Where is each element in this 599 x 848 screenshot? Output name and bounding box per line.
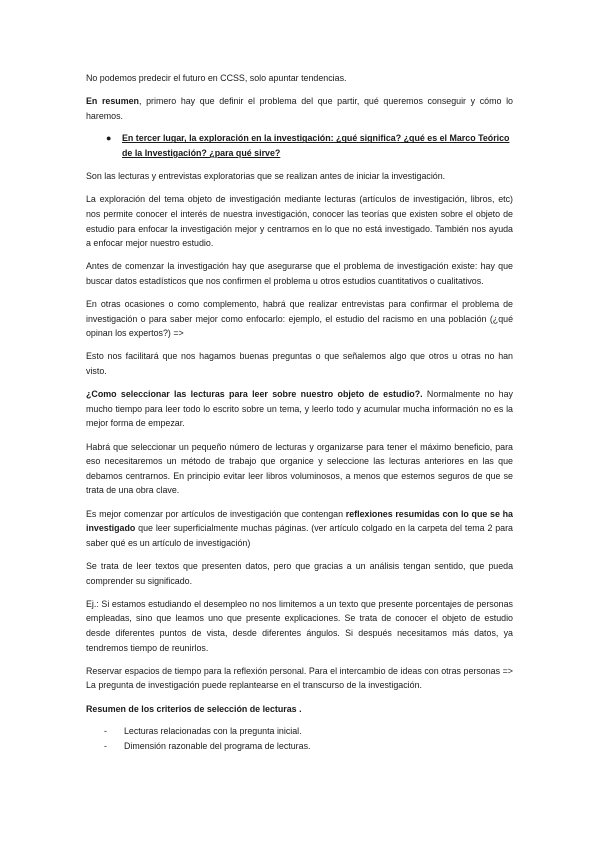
bullet-dot-icon: ● xyxy=(106,133,112,144)
seleccionar-text: Normalmente no hay mucho tiempo para leer todo lo escrito sobre un tema, y leerlo todo y acumular mucha información no es la mejor forma de empezar. xyxy=(86,389,513,429)
list-item-text: Lecturas relacionadas con la pregunta inicial. xyxy=(124,726,302,737)
paragraph-summary xyxy=(86,94,513,123)
dash-icon: - xyxy=(104,726,107,737)
bullet-item-third xyxy=(86,131,513,160)
articulos-text-c: que leer superficialmente muchas páginas. (ver artículo colgado en la carpeta del tema 2 para saber qué es un artículo de investigación) xyxy=(86,523,513,548)
paragraph-lecturas: Son las lecturas y entrevistas exploratorias que se realizan antes de iniciar la investigación. xyxy=(86,171,446,182)
paragraph-datos: Se trata de leer textos que presenten datos, pero que gracias a un análisis tengan sentido, que pueda comprender su significado. xyxy=(86,560,513,586)
section-heading-criterios: Resumen de los criterios de selección de lecturas . xyxy=(86,703,302,714)
paragraph-articulos xyxy=(86,507,513,551)
summary-bold: En resumen xyxy=(86,96,139,107)
seleccionar-bold: ¿Como seleccionar las lecturas para leer sobre nuestro objeto de estudio?. xyxy=(86,389,423,400)
list-item-text: Dimensión razonable del programa de lecturas. xyxy=(124,740,311,751)
paragraph-reflexion: Reservar espacios de tiempo para la reflexión personal. Para el intercambio de ideas con otras personas => La pregunta de investigación puede replantearse en el transcurso de la investigación. xyxy=(86,665,513,691)
articulos-bold: reflexiones resumidas con lo que se ha investigado xyxy=(86,508,513,534)
paragraph-entrevistas: En otras ocasiones o como complemento, habrá que realizar entrevistas para confirmar el problema de investigación o para saber mejor como enfocarlo: ejemplo, el estudio del racismo en una población (¿qué opinan los expertos?) => xyxy=(86,299,513,339)
criteria-list xyxy=(86,724,513,753)
list-item xyxy=(104,739,513,754)
paragraph-seleccionar xyxy=(86,387,513,431)
paragraph-preguntas: Esto nos facilitará que nos hagamos buenas preguntas o que señalemos algo que otros u otras no han visto. xyxy=(86,351,513,377)
paragraph-metodo: Habrá que seleccionar un pequeño número de lecturas y organizarse para tener el máximo beneficio, para eso necesitaremos un método de trabajo que organice y seleccione las lecturas anteriores en las que debamos centrarnos. En principio evitar leer libros voluminosos, a menos que estemos seguros de que se trata de una obra clave. xyxy=(86,441,513,496)
list-item xyxy=(104,724,513,739)
bullet-heading: En tercer lugar, la exploración en la investigación: ¿qué significa? ¿qué es el Marco Teórico de la Investigación? ¿para qué sirve? xyxy=(122,133,510,158)
articulos-text-a: Es mejor comenzar por artículos de investigación que contengan xyxy=(86,508,346,519)
summary-text: , primero hay que definir el problema del que partir, qué queremos conseguir y cómo lo haremos. xyxy=(86,96,513,121)
dash-icon: - xyxy=(104,740,107,751)
paragraph-antes: Antes de comenzar la investigación hay que asegurarse que el problema de investigación existe: hay que buscar datos estadísticos que nos confirmen el problema u otros estudios cuantitativos o cualitativos. xyxy=(86,261,513,286)
paragraph-ejemplo: Ej.: Si estamos estudiando el desempleo no nos limitemos a un texto que presente porcentajes de personas empleadas, sino que leamos uno que presente explicaciones. Se trata de conocer el objeto de estudio desde diferentes puntos de vista, desde diferentes ángulos. Si después necesitamos más datos, ya tendremos tiempo de reunirlos. xyxy=(86,598,513,653)
paragraph-intro: No podemos predecir el futuro en CCSS, solo apuntar tendencias. xyxy=(86,73,347,83)
paragraph-exploracion: La exploración del tema objeto de investigación mediante lecturas (artículos de investigación, libros, etc) nos permite conocer el interés de nuestra investigación, conocer las teorías que existen sobre el objeto de estudio para enfocar la investigación mejor y centrarnos en lo que no está investigado. También nos ayuda a enfocar mejor nuestro estudio. xyxy=(86,194,513,249)
